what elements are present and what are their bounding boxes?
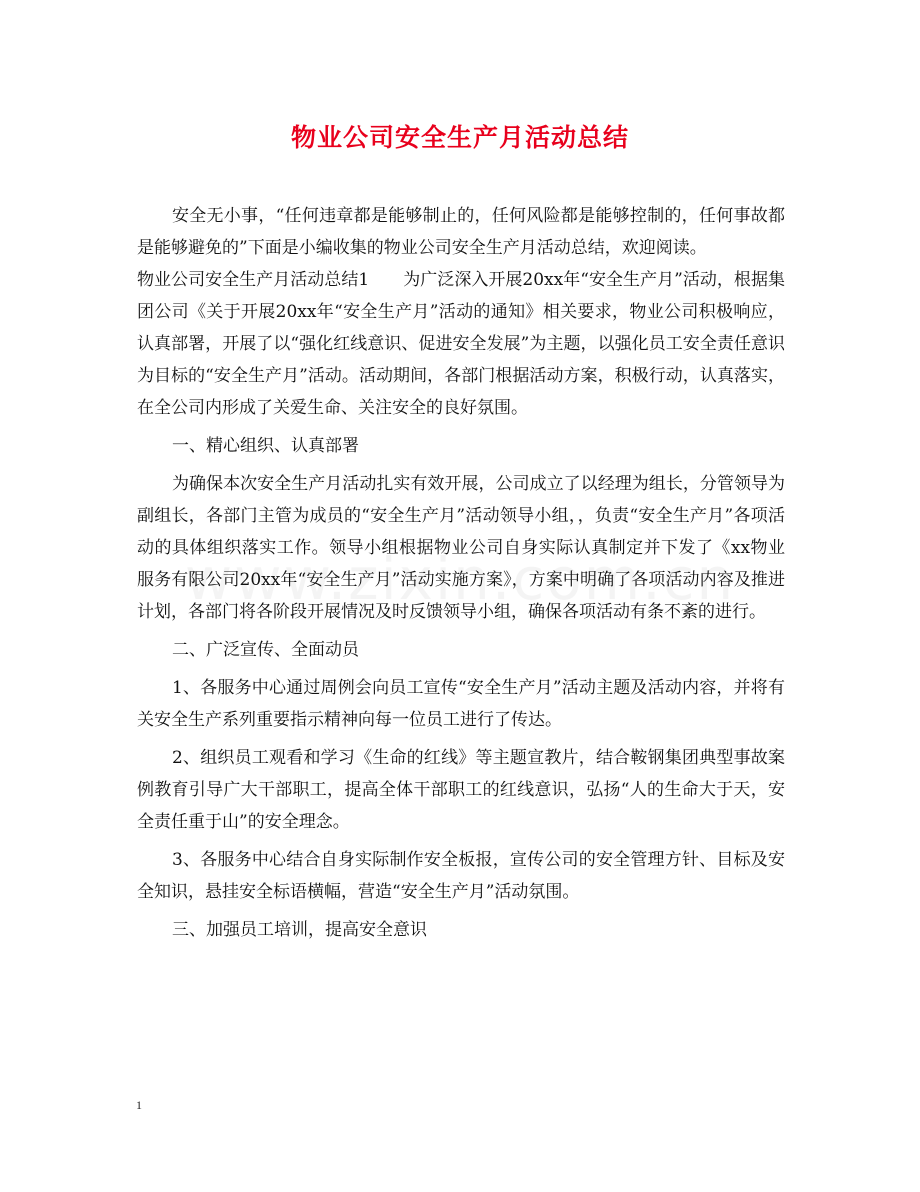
section-heading-2: 二、广泛宣传、全面动员	[172, 640, 359, 660]
document-body	[137, 200, 785, 946]
section-heading-3: 三、加强员工培训，提高安全意识	[172, 920, 427, 940]
document-title: 物业公司安全生产月活动总结	[290, 123, 629, 152]
section-2-item-2: 2、组织员工观看和学习《生命的红线》等主题宣教片，结合鞍钢集团典型事故案例教育引导广大干部职工，提高全体干部职工的红线意识，弘扬“人的生命大于天，安全责任重于山”的安全理念。	[137, 748, 785, 832]
section-2-item-3: 3、各服务中心结合自身实际制作安全板报，宣传公司的安全管理方针、目标及安全知识，悬挂安全标语横幅，营造“安全生产月”活动氛围。	[137, 850, 785, 902]
page-number: 1	[136, 1098, 142, 1112]
section-2-item-1: 1、各服务中心通过周例会向员工宣传“安全生产月”活动主题及活动内容，并将有关安全生产系列重要指示精神向每一位员工进行了传达。	[137, 678, 785, 730]
intro-paragraph: 安全无小事，“任何违章都是能够制止的，任何风险都是能够控制的，任何事故都是能够避免的”下面是小编收集的物业公司安全生产月活动总结，欢迎阅读。	[137, 206, 785, 258]
section-1-paragraph: 为确保本次安全生产月活动扎实有效开展，公司成立了以经理为组长，分管领导为副组长，各部门主管为成员的“安全生产月”活动领导小组，，负责“安全生产月”各项活动的具体组织落实工作。领导小组根据物业公司自身实际认真制定并下发了《xx物业服务有限公司20xx年“安全生产月”活动实施方案》，方案中明确了各项活动内容及推进计划，各部门将各阶段开展情况及时反馈领导小组，确保各项活动有条不紊的进行。	[137, 474, 785, 622]
section-heading-1: 一、精心组织、认真部署	[172, 436, 359, 456]
summary-paragraph-1: 物业公司安全生产月活动总结1 为广泛深入开展20xx年“安全生产月”活动，根据集团公司《关于开展20xx年“安全生产月”活动的通知》相关要求，物业公司积极响应，认真部署，开展了以“强化红线意识、促进安全发展”为主题，以强化员工安全责任意识为目标的“安全生产月”活动。活动期间，各部门根据活动方案，积极行动，认真落实，在全公司内形成了关爱生命、关注安全的良好氛围。	[137, 270, 785, 418]
